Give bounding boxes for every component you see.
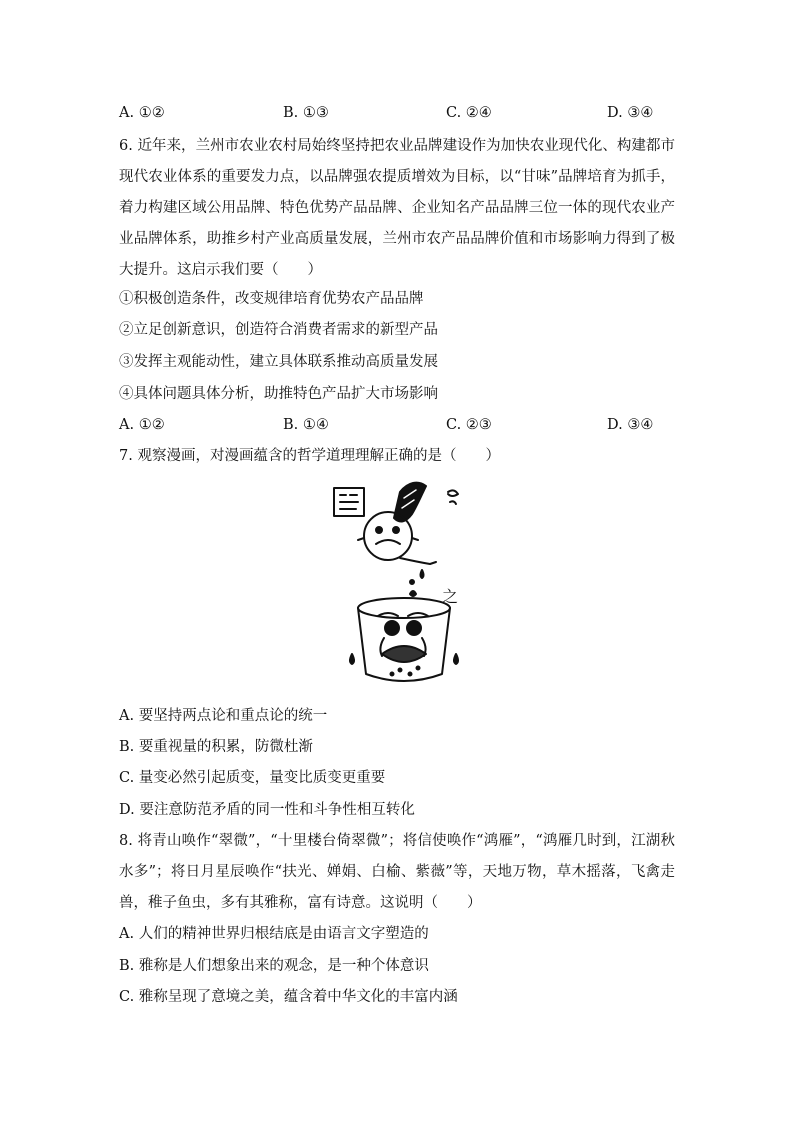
q6-item-2: ②立足创新意识，创造符合消费者需求的新型产品 xyxy=(119,322,438,338)
q6-option-d: D. ③④ xyxy=(607,417,654,433)
q5-option-a: A. ①② xyxy=(119,105,165,121)
q6-item-4: ④具体问题具体分析，助推特色产品扩大市场影响 xyxy=(119,386,438,402)
q8-option-b: B. 雅称是人们想象出来的观念，是一种个体意识 xyxy=(119,958,429,974)
q7-stem: 7. 观察漫画，对漫画蕴含的哲学道理理解正确的是（ ） xyxy=(119,448,500,464)
q6-item-1: ①积极创造条件，改变规律培育优势农产品品牌 xyxy=(119,291,424,307)
q8-stem: 8. 将青山唤作“翠微”，“十里楼台倚翠微”；将信使唤作“鸿雁”，“鸿雁几时到，江湖秋水多”；将日月星辰唤作“扶光、婵娟、白榆、紫薇”等，天地万物，草木摇落，飞禽走兽，稚子鱼虫，多有其雅称，富有诗意。这说明（ ） xyxy=(119,833,675,911)
q6-option-c: C. ②③ xyxy=(446,417,492,433)
cartoon-glyph: 之 xyxy=(442,587,459,606)
q7-cartoon-illustration xyxy=(330,478,480,690)
q7-option-d: D. 要注意防范矛盾的同一性和斗争性相互转化 xyxy=(119,802,415,818)
q6-stem: 6. 近年来，兰州市农业农村局始终坚持把农业品牌建设作为加快农业现代化、构建都市现代农业体系的重要发力点，以品牌强农提质增效为目标，以“甘味”品牌培育为抓手，着力构建区域公用品牌、特色优势产品品牌、企业知名产品品牌三位一体的现代农业产业品牌体系，助推乡村产业高质量发展，兰州市农产品品牌价值和市场影响力得到了极大提升。这启示我们要（ ） xyxy=(119,138,675,278)
q5-option-c: C. ②④ xyxy=(446,105,492,121)
q6-option-b: B. ①④ xyxy=(283,417,329,433)
cartoon-cup-rim xyxy=(358,598,450,618)
q7-option-c: C. 量变必然引起质变，量变比质变更重要 xyxy=(119,770,386,786)
q6-item-3: ③发挥主观能动性，建立具体联系推动高质量发展 xyxy=(119,354,438,370)
q6-option-a: A. ①② xyxy=(119,417,165,433)
cartoon-upper-face xyxy=(364,512,412,560)
q8-option-c: C. 雅称呈现了意境之美，蕴含着中华文化的丰富内涵 xyxy=(119,989,458,1005)
q7-option-b: B. 要重视量的积累，防微杜渐 xyxy=(119,739,313,755)
q8-option-a: A. 人们的精神世界归根结底是由语言文字塑造的 xyxy=(119,926,429,942)
q5-option-d: D. ③④ xyxy=(607,105,654,121)
q7-option-a: A. 要坚持两点论和重点论的统一 xyxy=(119,708,328,724)
q5-option-b: B. ①③ xyxy=(283,105,329,121)
